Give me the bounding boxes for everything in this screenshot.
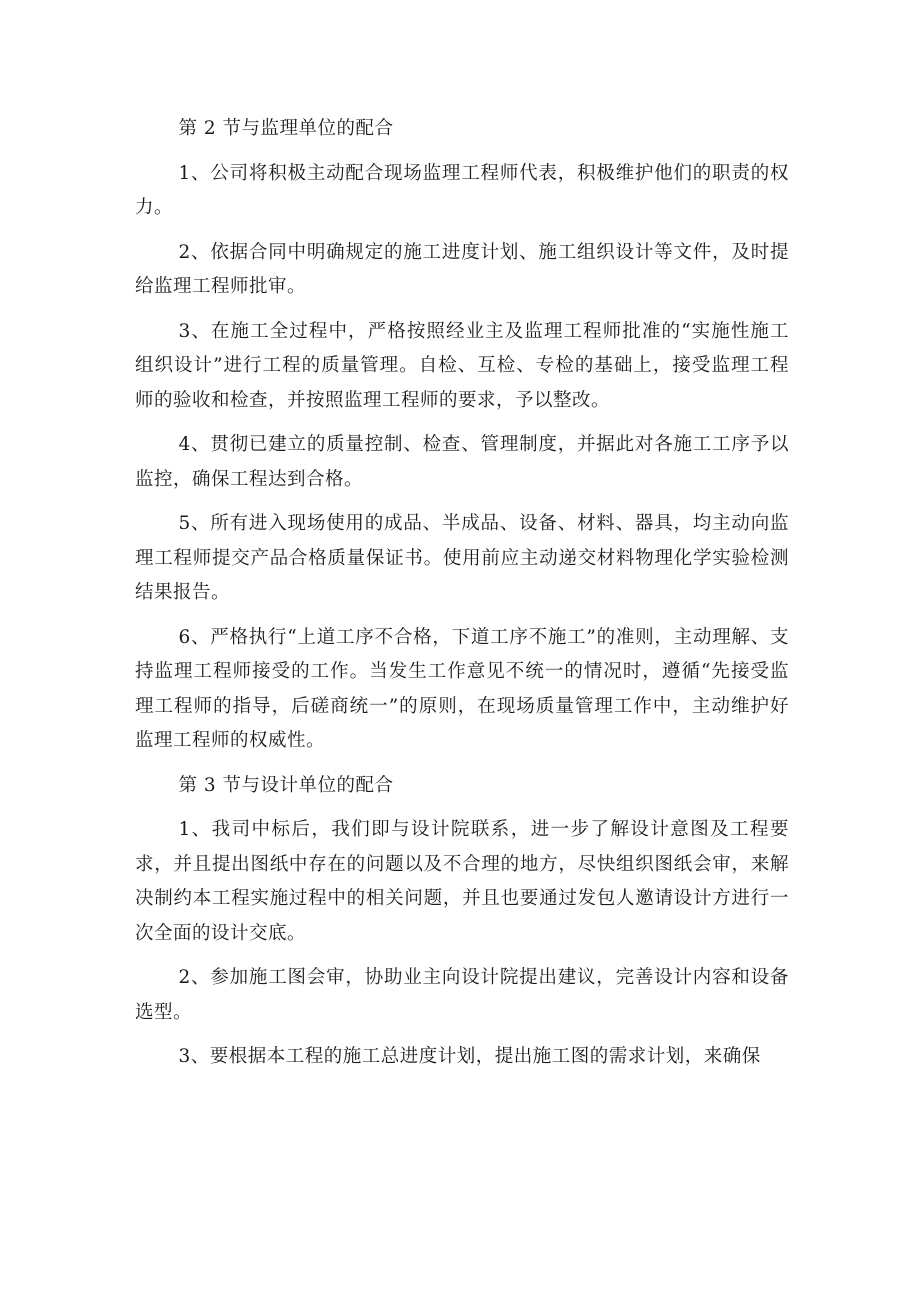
section-3-heading: 第 3 节与设计单位的配合 xyxy=(178,774,394,796)
section-2-paragraph-1: 1、公司将积极主动配合现场监理工程师代表，积极维护他们的职责的权力。 xyxy=(135,162,789,218)
section-2-paragraph-3: 3、在施工全过程中，严格按照经业主及监理工程师批准的“实施性施工组织设计”进行工程的质量管理。自检、互检、专检的基础上，接受监理工程师的验收和检查，并按照监理工程师的要求，予以整改。 xyxy=(135,320,789,411)
section-3-paragraph-2: 2、参加施工图会审，协助业主向设计院提出建议，完善设计内容和设备选型。 xyxy=(135,967,789,1023)
section-3-paragraph-3: 3、要根据本工程的施工总进度计划，提出施工图的需求计划，来确保 xyxy=(178,1046,761,1067)
section-2-paragraph-2: 2、依据合同中明确规定的施工进度计划、施工组织设计等文件，及时提给监理工程师批审。 xyxy=(135,241,789,297)
section-2-paragraph-6: 6、严格执行“上道工序不合格，下道工序不施工”的准则，主动理解、支持监理工程师接受的工作。当发生工作意见不统一的情况时，遵循“先接受监理工程师的指导，后磋商统一”的原则，在现场质量管理工作中，主动维护好监理工程师的权威性。 xyxy=(135,626,789,751)
section-3-paragraph-1: 1、我司中标后，我们即与设计院联系，进一步了解设计意图及工程要求，并且提出图纸中存在的问题以及不合理的地方，尽快组织图纸会审，来解决制约本工程实施过程中的相关问题，并且也要通过发包人邀请设计方进行一次全面的设计交底。 xyxy=(135,819,789,944)
section-2-heading: 第 2 节与监理单位的配合 xyxy=(178,118,394,139)
section-2-paragraph-4: 4、贯彻已建立的质量控制、检查、管理制度，并据此对各施工工序予以监控，确保工程达到合格。 xyxy=(135,434,789,490)
document-page xyxy=(135,112,789,1085)
section-2-paragraph-5: 5、所有进入现场使用的成品、半成品、设备、材料、器具，均主动向监理工程师提交产品合格质量保证书。使用前应主动递交材料物理化学实验检测结果报告。 xyxy=(135,513,789,603)
